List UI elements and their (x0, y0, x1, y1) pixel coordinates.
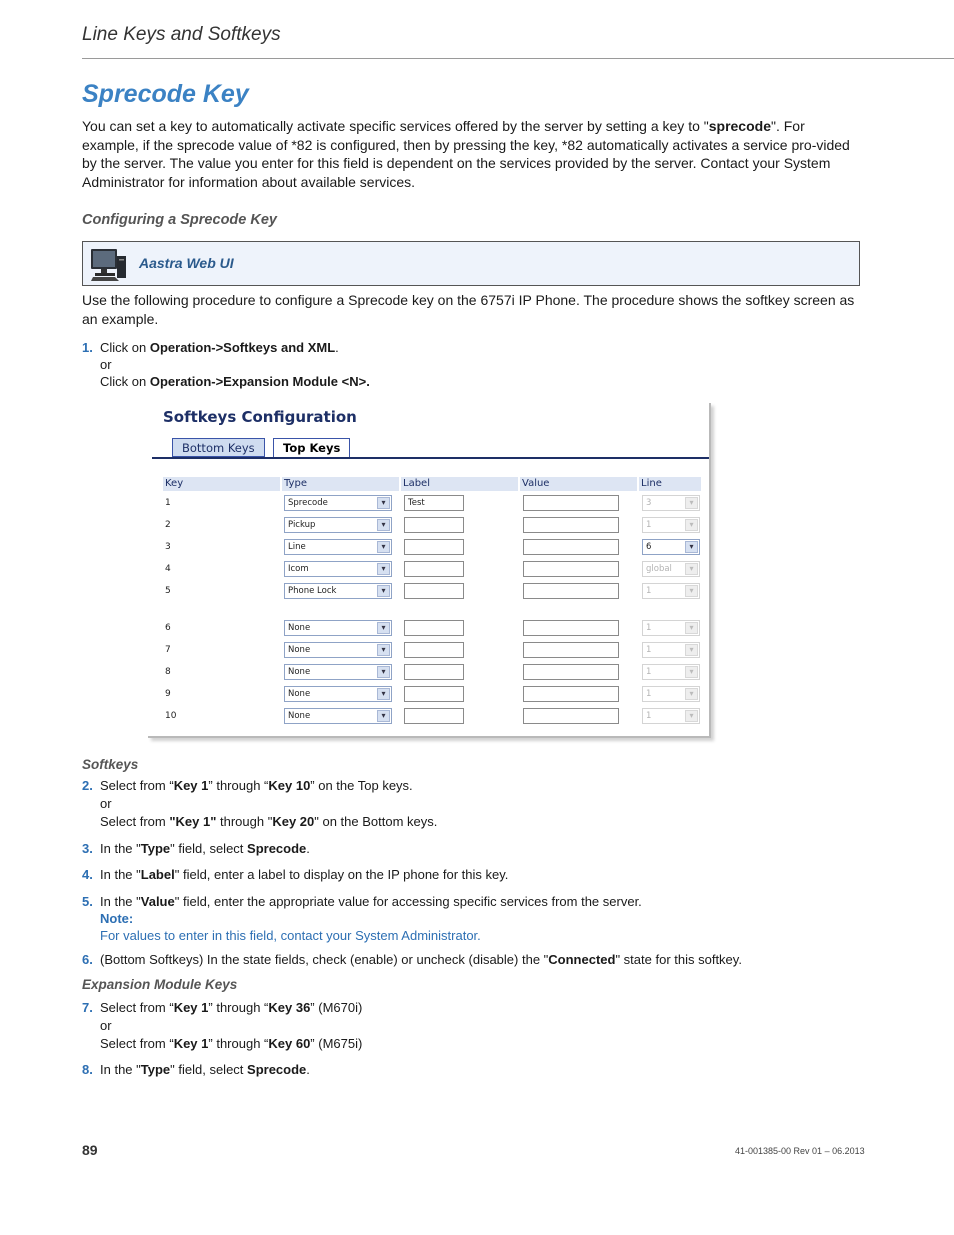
step-text: " state for this softkey. (615, 952, 742, 967)
aastra-web-ui-box (82, 241, 860, 286)
step-text: " on the Bottom keys. (314, 814, 438, 829)
line-select (642, 642, 700, 658)
line-select (642, 561, 700, 577)
label-input[interactable] (404, 664, 464, 680)
step-8 (82, 1061, 872, 1078)
step-6 (82, 951, 872, 968)
step-number: 6. (82, 952, 93, 967)
line-select-value: global (646, 564, 672, 574)
key-name: Key 1 (173, 778, 209, 793)
chevron-down-icon: ▾ (685, 585, 698, 597)
step-2 (82, 777, 872, 830)
step-text: " field, enter a label to display on the IP phone for this key. (174, 867, 509, 882)
step-text: Select from “ (100, 778, 174, 793)
chevron-down-icon: ▾ (685, 519, 698, 531)
step-3 (82, 840, 872, 857)
running-head: Line Keys and Softkeys (82, 24, 281, 45)
option-name: Sprecode (247, 1062, 307, 1077)
or-text: or (100, 796, 112, 811)
type-select-value: None (288, 645, 311, 655)
key-name: Key 36 (268, 1000, 311, 1015)
step-number: 7. (82, 1000, 93, 1015)
intro-paragraph (82, 117, 862, 191)
row-key-number: 6 (165, 623, 171, 633)
row-key-number: 1 (165, 498, 171, 508)
chevron-down-icon: ▾ (377, 497, 390, 509)
chevron-down-icon: ▾ (377, 710, 390, 722)
key-name: Key 60 (268, 1036, 311, 1051)
line-select-value: 1 (646, 711, 652, 721)
intro-text-1: You can set a key to automatically activate specific services offered by the server by setting a key to " (82, 118, 709, 134)
step-text: In the " (100, 894, 141, 909)
line-select (642, 686, 700, 702)
step-text: ” (M675i) (310, 1036, 363, 1051)
type-select-value: Phone Lock (288, 586, 337, 596)
type-select[interactable] (284, 517, 392, 533)
step-number: 5. (82, 894, 93, 909)
type-select-value: Icom (288, 564, 309, 574)
line-select (642, 708, 700, 724)
step-text: In the " (100, 841, 141, 856)
tab-bottom-keys[interactable]: Bottom Keys (172, 438, 265, 457)
screenshot-title: Softkeys Configuration (163, 408, 357, 426)
key-name: "Key 1" (169, 814, 217, 829)
line-select-value: 6 (646, 542, 652, 552)
menu-path: Operation->Softkeys and XML (149, 340, 336, 355)
step-number: 4. (82, 867, 93, 882)
step-text: Select from “ (100, 1036, 174, 1051)
row-key-number: 8 (165, 667, 171, 677)
type-select-value: None (288, 689, 311, 699)
step-text: ” through “ (208, 1036, 269, 1051)
note-text: For values to enter in this field, contact your System Administrator. (100, 928, 481, 943)
state-name: Connected (548, 952, 616, 967)
step-number: 8. (82, 1062, 93, 1077)
step-text: ” on the Top keys. (310, 778, 413, 793)
field-name: Type (140, 1062, 171, 1077)
document-id: 41-001385-00 Rev 01 – 06.2013 (735, 1146, 865, 1156)
type-select[interactable] (284, 539, 392, 555)
chevron-down-icon: ▾ (377, 688, 390, 700)
label-input[interactable] (404, 620, 464, 636)
step-text: Click on (100, 374, 150, 389)
label-input[interactable] (404, 686, 464, 702)
type-select[interactable] (284, 583, 392, 599)
label-input[interactable] (404, 561, 464, 577)
step-number: 2. (82, 778, 93, 793)
menu-path: Operation->Expansion Module <N>. (149, 374, 370, 389)
chevron-down-icon: ▾ (685, 644, 698, 656)
or-text: or (100, 1018, 112, 1033)
chevron-down-icon: ▾ (685, 666, 698, 678)
chevron-down-icon: ▾ (377, 666, 390, 678)
line-select-value: 1 (646, 520, 652, 530)
step-text: ” through “ (208, 1000, 269, 1015)
step-text: Select from (100, 814, 170, 829)
value-input[interactable] (523, 539, 619, 555)
value-input[interactable] (523, 686, 619, 702)
chevron-down-icon: ▾ (377, 644, 390, 656)
step-text: . (335, 340, 339, 355)
key-name: Key 1 (173, 1000, 209, 1015)
type-select[interactable] (284, 495, 392, 511)
value-input[interactable] (523, 620, 619, 636)
value-input[interactable] (523, 561, 619, 577)
label-input[interactable] (404, 517, 464, 533)
step-text: (Bottom Softkeys) In the state fields, check (enable) or uncheck (disable) the " (100, 952, 549, 967)
field-name: Value (140, 894, 175, 909)
value-input[interactable] (523, 495, 619, 511)
chevron-down-icon: ▾ (685, 710, 698, 722)
line-select (642, 620, 700, 636)
step-text: Click on (100, 340, 150, 355)
option-name: Sprecode (247, 841, 307, 856)
step-text: " field, select (170, 1062, 248, 1077)
type-select[interactable] (284, 620, 392, 636)
intro-bold: sprecode (708, 118, 771, 134)
step-text: ” through “ (208, 778, 269, 793)
softkeys-configuration-screenshot (148, 403, 711, 738)
row-key-number: 7 (165, 645, 171, 655)
column-header-label: Label (401, 477, 518, 491)
chevron-down-icon: ▾ (685, 688, 698, 700)
line-select-value: 1 (646, 667, 652, 677)
chevron-down-icon: ▾ (377, 563, 390, 575)
step-4 (82, 866, 872, 883)
value-input[interactable] (523, 708, 619, 724)
label-input[interactable]: Test (404, 495, 464, 511)
subhead-expansion: Expansion Module Keys (82, 977, 238, 992)
step-5 (82, 893, 872, 944)
row-key-number: 4 (165, 564, 171, 574)
chevron-down-icon: ▾ (685, 563, 698, 575)
line-select[interactable] (642, 539, 700, 555)
type-select-value: None (288, 711, 311, 721)
type-select[interactable] (284, 708, 392, 724)
line-select-value: 3 (646, 498, 652, 508)
line-select (642, 664, 700, 680)
computer-monitor-icon (89, 246, 129, 282)
chevron-down-icon: ▾ (685, 541, 698, 553)
line-select-value: 1 (646, 586, 652, 596)
row-key-number: 10 (165, 711, 177, 721)
key-name: Key 20 (272, 814, 315, 829)
step-text: In the " (100, 867, 141, 882)
step-text: through " (216, 814, 273, 829)
type-select-value: None (288, 623, 311, 633)
type-select[interactable] (284, 664, 392, 680)
chevron-down-icon: ▾ (377, 541, 390, 553)
chevron-down-icon: ▾ (377, 519, 390, 531)
label-input[interactable] (404, 708, 464, 724)
value-input[interactable] (523, 664, 619, 680)
chevron-down-icon: ▾ (377, 585, 390, 597)
intro-text-2: ". For example, if the sprecode value of *82 is configured, then by pressing the key, *82 automatically activates a service pro-vided by the server. The value you enter for this field is dependent on the services provided by the server. Contact your System Administrator for information about available services. (82, 118, 850, 190)
chevron-down-icon: ▾ (377, 622, 390, 634)
row-key-number: 5 (165, 586, 171, 596)
page-number: 89 (82, 1142, 98, 1158)
type-select[interactable] (284, 561, 392, 577)
row-key-number: 3 (165, 542, 171, 552)
type-select-value: Line (288, 542, 306, 552)
step-text: Select from “ (100, 1000, 174, 1015)
line-select-value: 1 (646, 645, 652, 655)
tabs-rule (152, 457, 709, 459)
type-select-value: None (288, 667, 311, 677)
label-input[interactable] (404, 642, 464, 658)
key-name: Key 10 (268, 778, 311, 793)
field-name: Type (140, 841, 171, 856)
field-name: Label (140, 867, 175, 882)
step-1 (82, 339, 872, 390)
step-number: 1. (82, 340, 93, 355)
step-text: . (306, 841, 310, 856)
value-input[interactable] (523, 517, 619, 533)
subhead-softkeys: Softkeys (82, 757, 139, 772)
column-header-line: Line (639, 477, 701, 491)
label-input[interactable] (404, 583, 464, 599)
or-text: or (100, 357, 112, 372)
line-select (642, 517, 700, 533)
header-rule (82, 58, 954, 59)
value-input[interactable] (523, 642, 619, 658)
line-select (642, 583, 700, 599)
label-input[interactable] (404, 539, 464, 555)
tab-top-keys[interactable]: Top Keys (273, 438, 350, 458)
step-text: In the " (100, 1062, 141, 1077)
row-key-number: 2 (165, 520, 171, 530)
column-header-value: Value (520, 477, 637, 491)
type-select[interactable] (284, 642, 392, 658)
step-text: " field, select (170, 841, 248, 856)
line-select (642, 495, 700, 511)
value-input[interactable] (523, 583, 619, 599)
type-select-value: Sprecode (288, 498, 328, 508)
step-text: ” (M670i) (310, 1000, 363, 1015)
type-select-value: Pickup (288, 520, 316, 530)
note-label: Note: (100, 911, 134, 926)
step-text: . (306, 1062, 310, 1077)
step-7 (82, 999, 872, 1052)
column-header-type: Type (282, 477, 399, 491)
step-text: " field, enter the appropriate value for accessing specific services from the server. (174, 894, 642, 909)
row-key-number: 9 (165, 689, 171, 699)
line-select-value: 1 (646, 689, 652, 699)
step-number: 3. (82, 841, 93, 856)
column-header-key: Key (163, 477, 280, 491)
key-name: Key 1 (173, 1036, 209, 1051)
subhead-configuring: Configuring a Sprecode Key (82, 212, 277, 228)
aastra-web-ui-label: Aastra Web UI (139, 255, 234, 271)
line-select-value: 1 (646, 623, 652, 633)
chevron-down-icon: ▾ (685, 497, 698, 509)
section-title: Sprecode Key (82, 80, 249, 108)
procedure-intro: Use the following procedure to configure a Sprecode key on the 6757i IP Phone. The procedure shows the softkey screen as an example. (82, 292, 855, 327)
type-select[interactable] (284, 686, 392, 702)
chevron-down-icon: ▾ (685, 622, 698, 634)
